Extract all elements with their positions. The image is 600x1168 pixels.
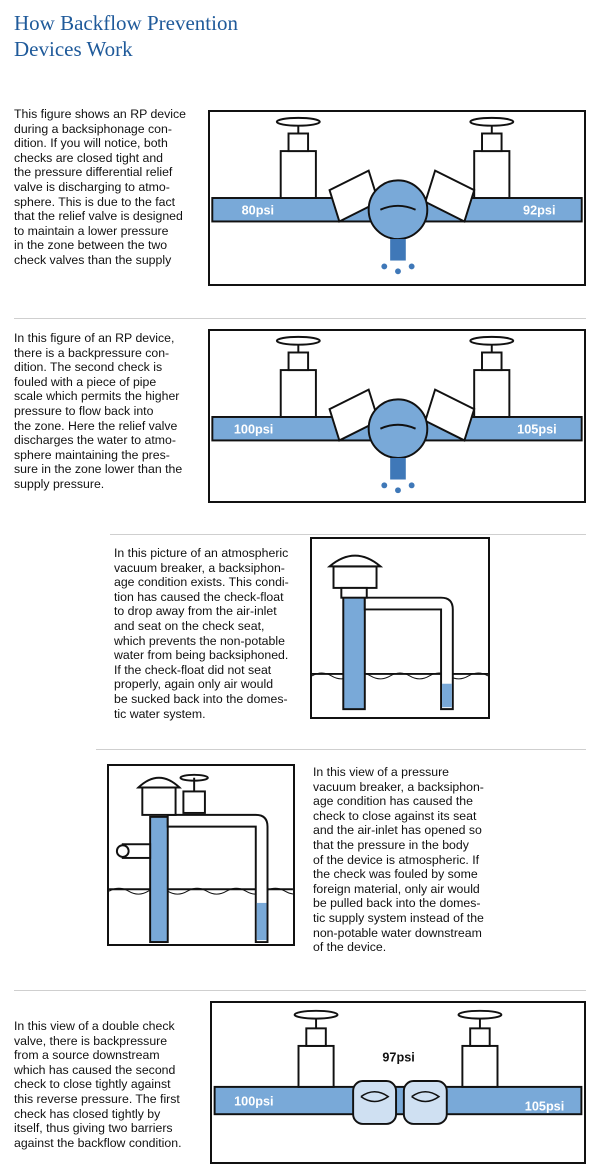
text-line: be sucked back into the domes- [114,691,288,706]
text-line: of the device is atmospheric. If [313,852,480,867]
text-line: In this picture of an atmospheric [114,546,289,560]
outlet-pressure-label: 105psi [524,1099,565,1114]
first-check-valve [353,1081,396,1124]
text-line: which prevents the non-potable [114,633,285,648]
riser-pipe [343,592,365,709]
double-check-text [14,1019,204,1150]
text-line: be pulled back into the domes- [313,896,481,911]
text-line: In this figure of an RP device, [14,331,175,345]
text-line: In this view of a pressure [313,765,450,779]
gate-valve-right [470,337,513,417]
text-line: tic supply system instead of the [313,910,484,925]
vacuum-breaker-body [330,556,381,598]
gate-valve-right [470,118,513,198]
text-line: water from being backsiphoned. [114,648,289,663]
text-line: and seat on the check seat, [114,618,265,633]
text-line: check valves than the supply [14,252,172,267]
text-line: dition. The second check is [14,360,163,375]
divider [14,318,586,319]
inlet-pressure-label: 100psi [233,422,274,437]
gate-valve-left [277,337,320,417]
text-line: scale which permits the higher [14,389,180,404]
text-line: that the pressure in the body [313,837,469,852]
text-line: supply pressure. [14,476,105,491]
text-line: sure in the zone lower than the [14,462,183,477]
text-line: properly, again only air would [114,677,274,692]
text-line: tion has caused the check-float [114,589,284,604]
text-line: check to close against its seat [313,808,477,823]
riser-pipe [150,817,168,942]
inlet-pressure-label: 100psi [234,1094,274,1109]
rp-backpressure-text [14,331,204,492]
text-line: this reverse pressure. The first [14,1091,180,1106]
page-title-line-1: How Backflow Prevention [14,11,238,35]
text-line: which has caused the second [14,1062,176,1077]
text-line: the check was fouled by some [313,867,478,882]
text-line: check to close tightly against [14,1077,171,1092]
outlet-pressure-label: 105psi [517,422,557,437]
text-line: that the relief valve is designed [14,209,183,224]
text-line: In this view of a double check [14,1019,175,1033]
text-line: age condition exists. This condi- [114,575,289,590]
text-line: fouled with a piece of pipe [14,374,157,389]
outlet-pressure-label: 92psi [523,203,556,218]
text-line: and the air-inlet has opened so [313,823,482,838]
avb-text [114,546,304,721]
text-line: dition. If you will notice, both [14,136,168,151]
text-line: there is a backpressure con- [14,345,170,360]
text-line: discharges the water to atmo- [14,433,176,448]
relief-valve [369,180,428,239]
gate-valve-right [458,1011,501,1087]
text-line: foreign material, only air would [313,881,480,896]
text-line: against the backflow condition. [14,1135,182,1150]
text-line: sphere. This is due to the fact [14,194,176,209]
text-line: This figure shows an RP device [14,107,187,121]
text-line: valve is discharging to atmo- [14,179,170,194]
text-line: vacuum breaker, a backsiphon- [114,560,285,575]
rp-backsiphonage-figure [208,110,586,286]
text-line: the zone. Here the relief valve [14,418,178,433]
text-line: If the check-float did not seat [114,662,272,677]
text-line: during a backsiphonage con- [14,121,172,136]
relief-discharge [381,458,414,493]
text-line: age condition has caused the [313,794,473,809]
divider [14,990,586,991]
text-line: checks are closed tight and [14,150,164,165]
relief-discharge [381,239,414,274]
page-title-line-2: Devices Work [14,37,133,61]
text-line: sphere maintaining the pres- [14,447,170,462]
divider [110,534,586,535]
relief-valve [369,399,428,458]
page-title [14,10,334,62]
text-line: to drop away from the air-inlet [114,604,277,619]
gate-valve-left [295,1011,338,1087]
zone-pressure-label: 97psi [382,1050,415,1065]
text-line: check has closed tightly by [14,1106,161,1121]
divider [96,749,586,750]
text-line: valve, there is backpressure [14,1033,168,1048]
pvb-figure [107,764,295,946]
inlet-pressure-label: 80psi [241,203,275,218]
text-line: in the zone between the two [14,238,168,253]
text-line: from a source downstream [14,1048,160,1063]
text-line: of the device. [313,940,387,955]
text-line: non-potable water downstream [313,925,482,940]
text-line: itself, thus giving two barriers [14,1121,173,1136]
text-line: pressure to flow back into [14,403,154,418]
text-line: the pressure differential relief [14,165,173,180]
double-check-figure [210,1001,586,1164]
second-check-valve [404,1081,447,1124]
rp-backsiphonage-text [14,107,204,268]
avb-figure [310,537,490,719]
rp-backpressure-figure [208,329,586,503]
text-line: tic water system. [114,706,206,721]
pvb-text [313,765,503,955]
text-line: vacuum breaker, a backsiphon- [313,779,484,794]
text-line: to maintain a lower pressure [14,223,169,238]
gate-valve-left [277,118,320,198]
